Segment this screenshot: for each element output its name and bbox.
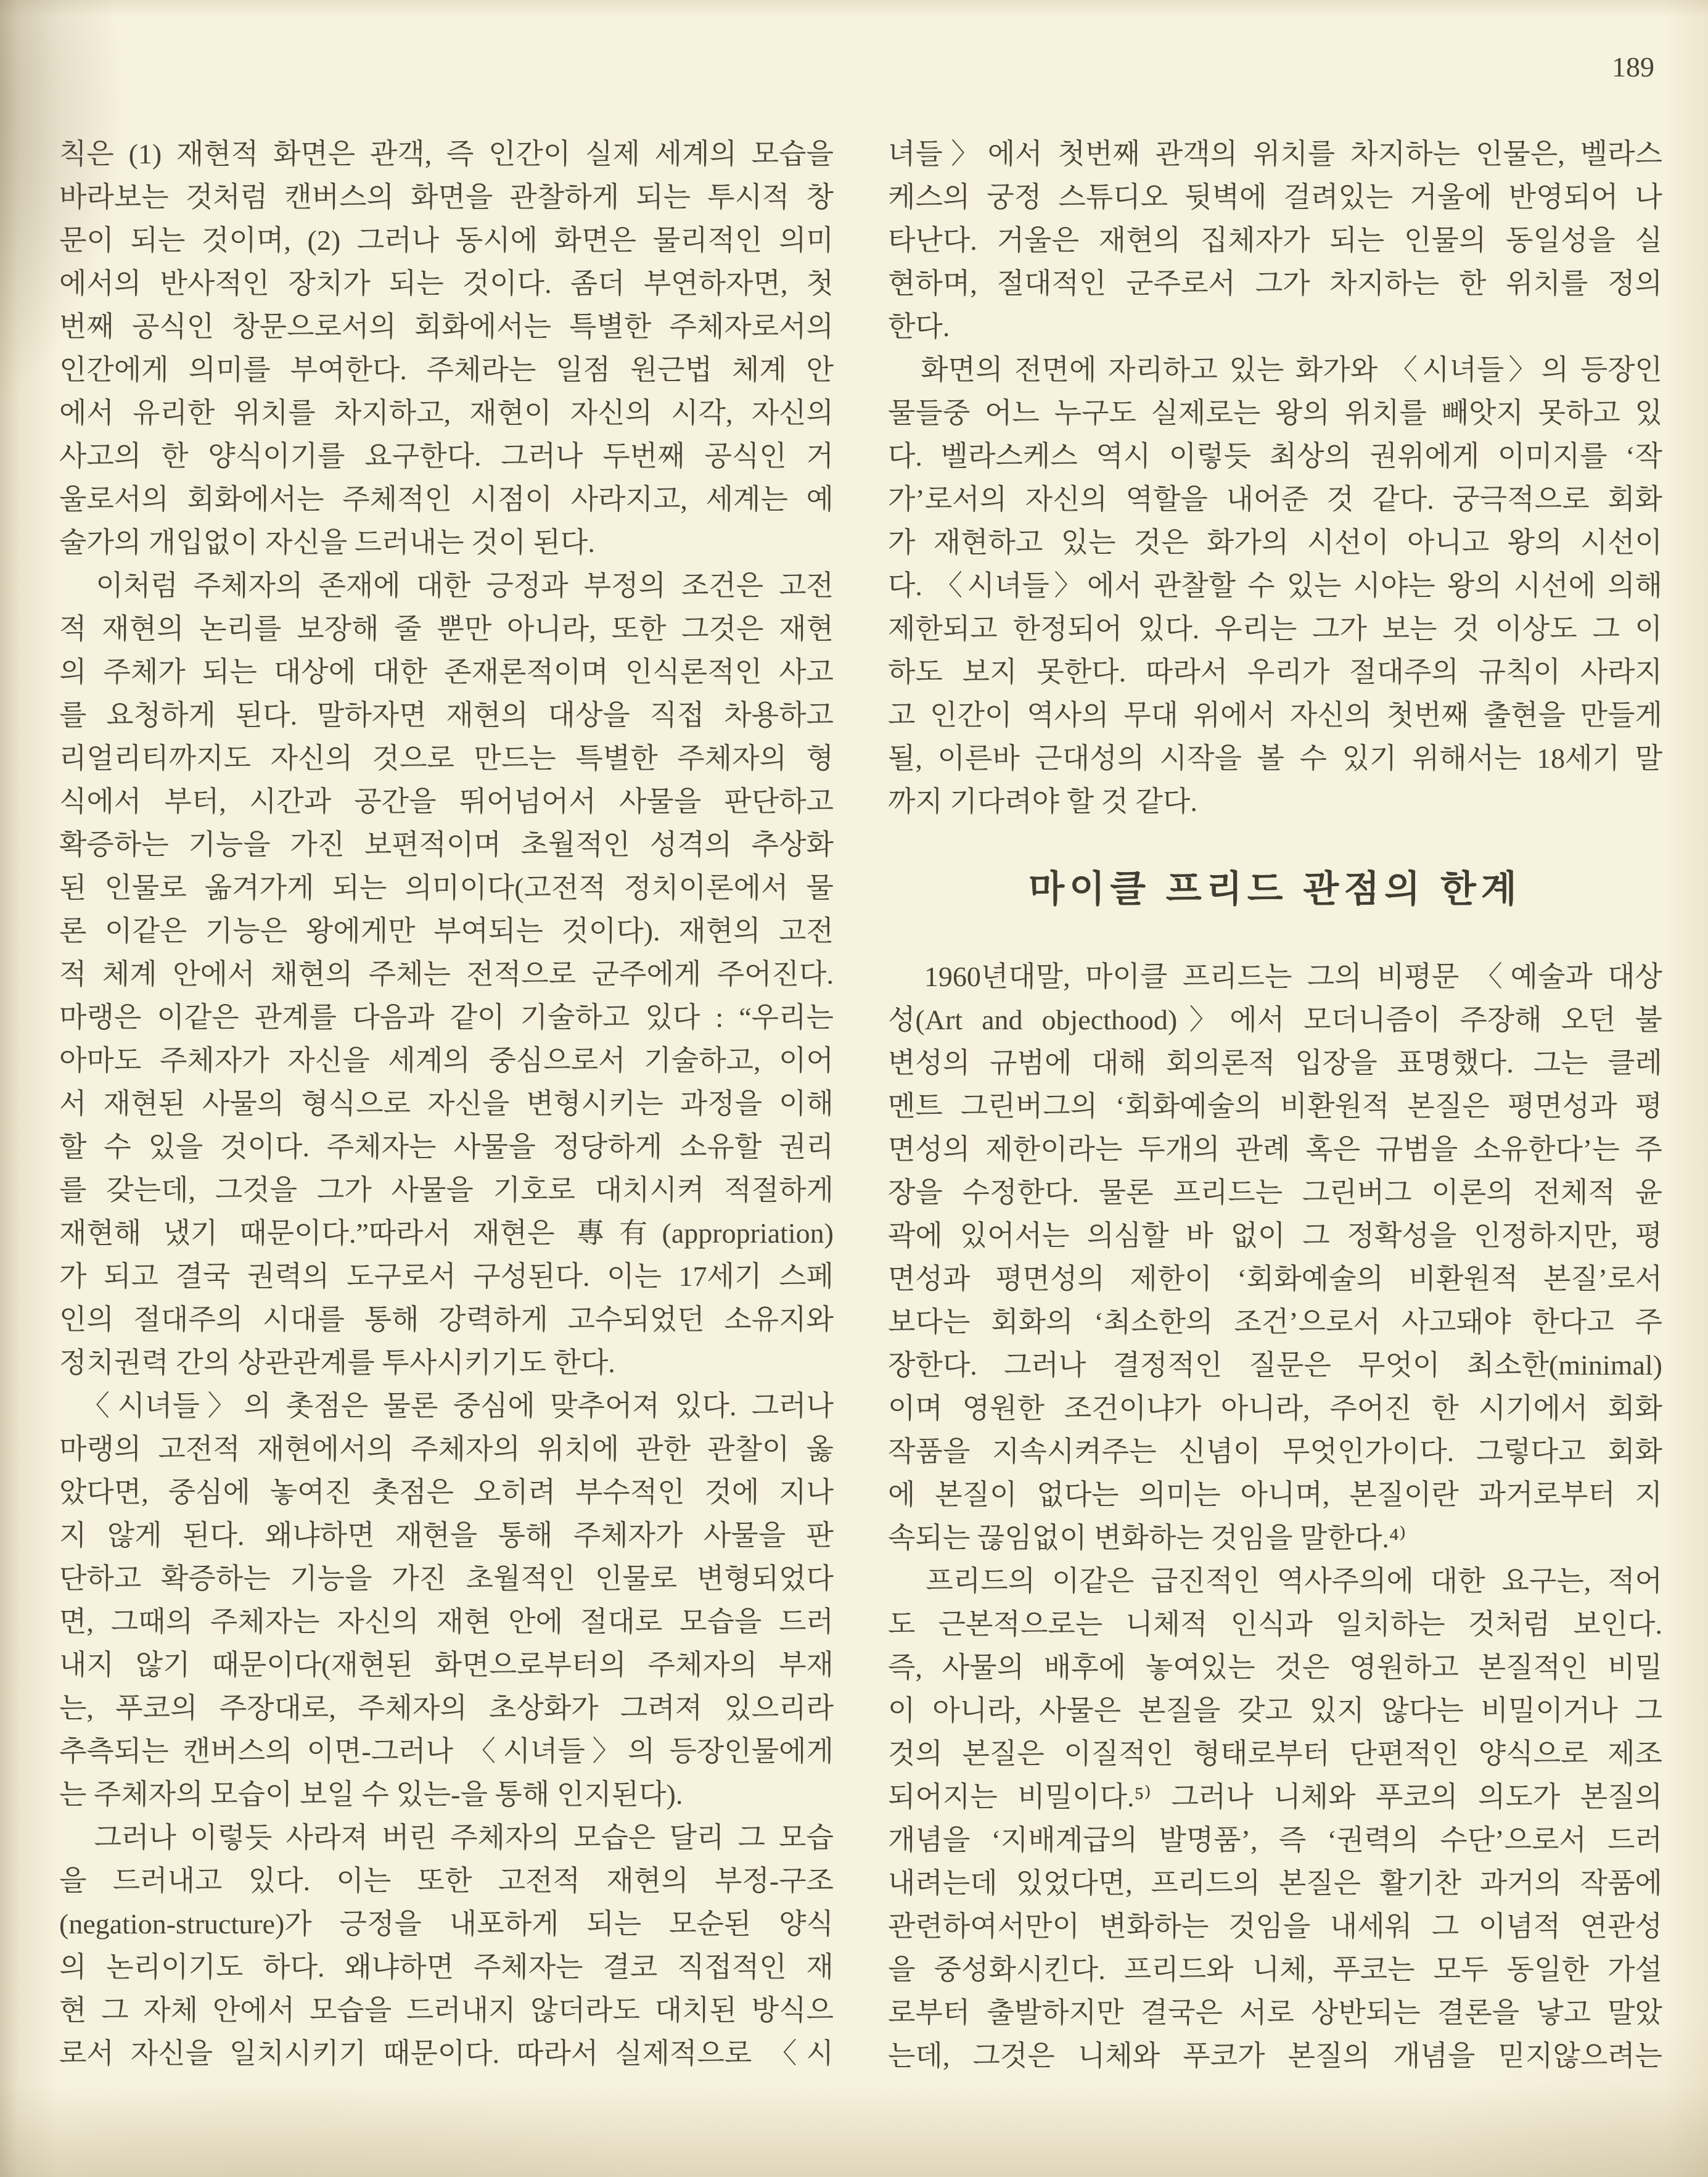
text-line: 론 이같은 기능은 왕에게만 부여되는 것이다). 재현의 고전 xyxy=(59,915,834,947)
text-line: 을 드러내고 있다. 이는 또한 고전적 재현의 부정-구조 xyxy=(59,1865,834,1896)
text-line: 장을 수정한다. 물론 프리드는 그린버그 이론의 전체적 윤 xyxy=(888,1177,1662,1208)
text-line: 는 주체자의 모습이 보일 수 있는-을 통해 인지된다). xyxy=(59,1779,683,1810)
text-line: 술가의 개입없이 자신을 드러내는 것이 된다. xyxy=(59,527,595,558)
text-line: 서 재현된 사물의 형식으로 자신을 변형시키는 과정을 이해 xyxy=(59,1088,834,1119)
section-heading: 마이클 프리드 관점의 한계 xyxy=(1028,868,1522,910)
text-line: 이 아니라, 사물은 본질을 갖고 있지 않다는 비밀이거나 그 xyxy=(888,1695,1662,1726)
text-line: 다. 벨라스케스 역시 이렇듯 최상의 권위에게 이미지를 ‘작 xyxy=(888,440,1662,472)
text-line: 았다면, 중심에 놓여진 촛점은 오히려 부수적인 것에 지나 xyxy=(59,1476,834,1508)
text-line: 에서의 반사적인 장치가 되는 것이다. 좀더 부연하자면, 첫 xyxy=(59,268,834,299)
text-line: 즉, 사물의 배후에 놓여있는 것은 영원하고 본질적인 비밀 xyxy=(888,1652,1662,1683)
text-line: 멘트 그린버그의 ‘회화예술의 비환원적 본질은 평면성과 평 xyxy=(888,1090,1662,1122)
text-line: 번째 공식인 창문으로서의 회화에서는 특별한 주체자로서의 xyxy=(59,311,834,342)
text-line: 프리드의 이같은 급진적인 역사주의에 대한 요구는, 적어 xyxy=(888,1565,1662,1597)
text-line: 현 그 자체 안에서 모습을 드러내지 않더라도 대치된 방식으 xyxy=(59,1994,834,2026)
text-line: 바라보는 것처럼 캔버스의 화면을 관찰하게 되는 투시적 창 xyxy=(59,181,834,213)
text-line: 가 재현하고 있는 것은 화가의 시선이 아니고 왕의 시선이 xyxy=(888,527,1662,558)
text-line: 이처럼 주체자의 존재에 대한 긍정과 부정의 조건은 고전 xyxy=(59,570,834,601)
text-line: 성(Art and objecthood)〉에서 모더니즘이 주장해 오던 불 xyxy=(888,1004,1662,1035)
text-line: 내지 않기 때문이다(재현된 화면으로부터의 주체자의 부재 xyxy=(59,1649,834,1681)
text-line: 재현해 냈기 때문이다.”따라서 재현은 專有(appropriation) xyxy=(59,1217,834,1249)
text-line: 확증하는 기능을 가진 보편적이며 초월적인 성격의 추상화 xyxy=(59,829,834,860)
text-line: 변성의 규범에 대해 회의론적 입장을 표명했다. 그는 클레 xyxy=(888,1047,1662,1079)
text-line: 로서 자신을 일치시키기 때문이다. 따라서 실제적으로 〈시 xyxy=(59,2038,834,2069)
text-line: 는데, 그것은 니체와 푸코가 본질의 개념을 믿지않으려는 xyxy=(888,2040,1662,2072)
text-line: 녀들〉에서 첫번째 관객의 위치를 차지하는 인물은, 벨라스 xyxy=(888,138,1662,170)
text-line: 타난다. 거울은 재현의 집체자가 되는 인물의 동일성을 실 xyxy=(888,224,1662,256)
text-line: 적 체계 안에서 채현의 주체는 전적으로 군주에게 주어진다. xyxy=(59,958,834,990)
text-line: 추측되는 캔버스의 이면-그러나 〈시녀들〉의 등장인물에게 xyxy=(59,1735,834,1767)
text-line: 하도 보지 못한다. 따라서 우리가 절대주의 규칙이 사라지 xyxy=(888,656,1662,688)
text-line: 관련하여서만이 변화하는 것임을 내세워 그 이념적 연관성 xyxy=(888,1911,1662,1942)
text-line: 칙은 (1) 재현적 화면은 관객, 즉 인간이 실제 세계의 모습을 xyxy=(59,138,834,170)
text-line: 되어지는 비밀이다.⁵⁾ 그러나 니체와 푸코의 의도가 본질의 xyxy=(888,1781,1662,1813)
text-line: 고 인간이 역사의 무대 위에서 자신의 첫번째 출현을 만들게 xyxy=(888,699,1662,731)
text-line: 를 요청하게 된다. 말하자면 재현의 대상을 직접 차용하고 xyxy=(59,699,834,731)
text-line: 에 본질이 없다는 의미는 아니며, 본질이란 과거로부터 지 xyxy=(888,1479,1662,1510)
text-line: 이며 영원한 조건이냐가 아니라, 주어진 한 시기에서 회화 xyxy=(888,1393,1662,1424)
text-line: 을 중성화시킨다. 프리드와 니체, 푸코는 모두 동일한 가설 xyxy=(888,1954,1662,1985)
text-line: 된 인물로 옮겨가게 되는 의미이다(고전적 정치이론에서 물 xyxy=(59,872,834,903)
text-line: 내려는데 있었다면, 프리드의 본질은 활기찬 과거의 작품에 xyxy=(888,1867,1662,1899)
text-line: 사고의 한 양식이기를 요구한다. 그러나 두번째 공식인 거 xyxy=(59,440,834,472)
text-line: 보다는 회화의 ‘최소한의 조건’으로서 사고돼야 한다고 주 xyxy=(888,1306,1662,1338)
text-line: 속되는 끊임없이 변화하는 것임을 말한다.⁴⁾ xyxy=(888,1522,1406,1554)
text-line: 면, 그때의 주체자는 자신의 재현 안에 절대로 모습을 드러 xyxy=(59,1606,834,1637)
text-line: 될, 이른바 근대성의 시작을 볼 수 있기 위해서는 18세기 말 xyxy=(888,743,1662,774)
text-line: 의 논리이기도 하다. 왜냐하면 주체자는 결코 직접적인 재 xyxy=(59,1951,834,1983)
text-line: 마랭은 이같은 관계를 다음과 같이 기술하고 있다 : “우리는 xyxy=(59,1002,834,1033)
text-line: 작품을 지속시켜주는 신념이 무엇인가이다. 그렇다고 회화 xyxy=(888,1436,1662,1467)
text-line: 케스의 궁정 스튜디오 뒷벽에 걸려있는 거울에 반영되어 나 xyxy=(888,181,1662,213)
text-line: 까지 기다려야 할 것 같다. xyxy=(888,786,1197,817)
text-line: 를 갖는데, 그것을 그가 사물을 기호로 대치시켜 적절하게 xyxy=(59,1174,834,1206)
text-line: 로부터 출발하지만 결국은 서로 상반되는 결론을 낳고 말았 xyxy=(888,1997,1662,2028)
page-number: 189 xyxy=(1612,51,1654,83)
text-line: 리얼리티까지도 자신의 것으로 만드는 특별한 주체자의 형 xyxy=(59,743,834,774)
text-line: 단하고 확증하는 기능을 가진 초월적인 인물로 변형되었다 xyxy=(59,1563,834,1594)
text-line: 개념을 ‘지배계급의 발명품’, 즉 ‘권력의 수단’으로서 드러 xyxy=(888,1824,1662,1856)
text-line: 것의 본질은 이질적인 형태로부터 단편적인 양식으로 제조 xyxy=(888,1738,1662,1769)
text-line: 〈시녀들〉의 촛점은 물론 중심에 맞추어져 있다. 그러나 xyxy=(59,1390,834,1422)
text-line: 도 근본적으로는 니체적 인식과 일치하는 것처럼 보인다. xyxy=(888,1608,1662,1640)
text-line: (negation-structure)가 긍정을 내포하게 되는 모순된 양식 xyxy=(59,1908,834,1940)
text-line: 지 않게 된다. 왜냐하면 재현을 통해 주체자가 사물을 판 xyxy=(59,1520,834,1551)
text-line: 할 수 있을 것이다. 주체자는 사물을 정당하게 소유할 권리 xyxy=(59,1131,834,1163)
text-line: 장한다. 그러나 결정적인 질문은 무엇이 최소한(minimal) xyxy=(888,1349,1662,1381)
text-line: 적 재현의 논리를 보장해 줄 뿐만 아니라, 또한 그것은 재현 xyxy=(59,613,834,644)
text-line: 다. 〈시녀들〉에서 관찰할 수 있는 시야는 왕의 시선에 의해 xyxy=(888,570,1662,601)
text-line: 현하며, 절대적인 군주로서 그가 차지하는 한 위치를 정의 xyxy=(888,268,1662,299)
text-line: 에서 유리한 위치를 차지하고, 재현이 자신의 시각, 자신의 xyxy=(59,397,834,429)
text-line: 면성의 제한이라는 두개의 관례 혹은 규범을 소유한다’는 주 xyxy=(888,1134,1662,1165)
text-line: 1960년대말, 마이클 프리드는 그의 비평문 〈예술과 대상 xyxy=(888,961,1662,992)
text-line: 는, 푸코의 주장대로, 주체자의 초상화가 그려져 있으리라 xyxy=(59,1692,834,1724)
text-line: 제한되고 한정되어 있다. 우리는 그가 보는 것 이상도 그 이 xyxy=(888,613,1662,644)
text-line: 그러나 이렇듯 사라져 버린 주체자의 모습은 달리 그 모습 xyxy=(59,1822,834,1853)
text-line: 인의 절대주의 시대를 통해 강력하게 고수되었던 소유지와 xyxy=(59,1304,834,1335)
text-line: 가 되고 결국 권력의 도구로서 구성된다. 이는 17세기 스페 xyxy=(59,1261,834,1292)
text-line: 울로서의 회화에서는 주체적인 시점이 사라지고, 세계는 예 xyxy=(59,484,834,515)
text-line: 가’로서의 자신의 역할을 내어준 것 같다. 궁극적으로 회화 xyxy=(888,484,1662,515)
text-line: 한다. xyxy=(888,311,950,342)
right-column xyxy=(888,133,1662,2078)
text-line: 마랭의 고전적 재현에서의 주체자의 위치에 관한 관찰이 옳 xyxy=(59,1433,834,1465)
left-column xyxy=(59,133,834,2075)
text-line: 정치권력 간의 상관관계를 투사시키기도 한다. xyxy=(59,1347,615,1378)
text-line: 아마도 주체자가 자신을 세계의 중심으로서 기술하고, 이어 xyxy=(59,1045,834,1076)
text-line: 곽에 있어서는 의심할 바 없이 그 정확성을 인정하지만, 평 xyxy=(888,1220,1662,1251)
right-column-top-text xyxy=(888,133,1662,823)
text-line: 화면의 전면에 자리하고 있는 화가와 〈시녀들〉의 등장인 xyxy=(888,354,1662,385)
text-line: 문이 되는 것이며, (2) 그러나 동시에 화면은 물리적인 의미 xyxy=(59,224,834,256)
text-line: 식에서 부터, 시간과 공간을 뛰어넘어서 사물을 판단하고 xyxy=(59,786,834,817)
right-column-bottom-text xyxy=(888,955,1662,2078)
text-line: 면성과 평면성의 제한이 ‘회화예술의 비환원적 본질’로서 xyxy=(888,1263,1662,1294)
text-line: 의 주체가 되는 대상에 대한 존재론적이며 인식론적인 사고 xyxy=(59,656,834,688)
text-line: 물들중 어느 누구도 실제로는 왕의 위치를 빼앗지 못하고 있 xyxy=(888,397,1662,429)
text-line: 인간에게 의미를 부여한다. 주체라는 일점 원근법 체계 안 xyxy=(59,354,834,385)
